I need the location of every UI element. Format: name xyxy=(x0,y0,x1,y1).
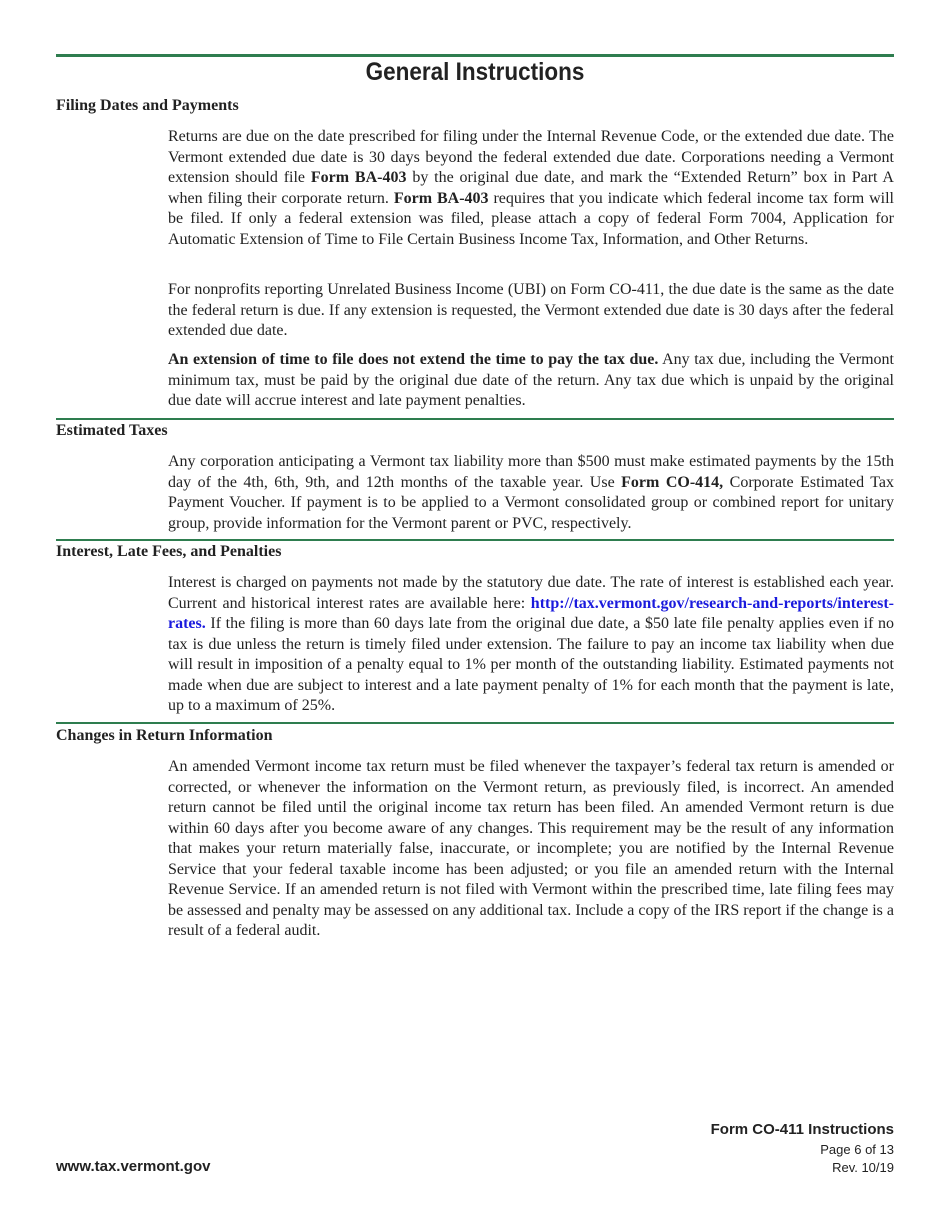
section-heading-estimated-taxes: Estimated Taxes xyxy=(56,422,168,439)
section-heading-interest-penalties: Interest, Late Fees, and Penalties xyxy=(56,543,282,560)
footer-website-link[interactable]: www.tax.vermont.gov xyxy=(56,1158,211,1175)
section-divider xyxy=(56,539,894,541)
changes-paragraph: An amended Vermont income tax return must be filed whenever the taxpayer’s federal tax return is amended or corrected, or whenever the information on the Vermont return, as previously filed, is incorrect. An amended return cannot be filed until the original income tax return has been filed. An amended Vermont return is due within 60 days after you become aware of any changes. This requirement may be the result of any information that makes your return materially false, inaccurate, or incomplete; you are notified by the Internal Revenue Service that your federal taxable income has been adjusted; or you file an amended return with the Internal Revenue Service. If an amended return is not filed with Vermont within the prescribed time, late filing fees may be assessed and penalty may be assessed on any additional tax. Include a copy of the IRS report if the change is a result of a federal audit. xyxy=(168,758,894,939)
top-rule xyxy=(56,54,894,57)
estimated-paragraph: Any corporation anticipating a Vermont tax liability more than $500 must make estimated payments by the 15th day of the 4th, 6th, 9th, and 12th months of the taxable year. Use Form CO-414, Corporate Estimated Tax Payment Voucher. If payment is to be applied to a Vermont consolidated group or combined report for unitary group, provide information for the Vermont parent or PVC, respectively. xyxy=(168,453,895,532)
section-heading-filing-dates: Filing Dates and Payments xyxy=(56,97,239,114)
filing-paragraph-2: For nonprofits reporting Unrelated Business Income (UBI) on Form CO-411, the due date is the same as the date the federal return is due. If any extension is requested, the Vermont extended due date is 30 days after the federal extended due date. xyxy=(168,281,894,339)
section-divider xyxy=(56,418,894,420)
filing-paragraph-1: Returns are due on the date prescribed for filing under the Internal Revenue Code, or the extended due date. The Vermont extended due date is 30 days beyond the federal extended due date. Corporations needing a Vermont extension should file Form BA-403 by the original due date, and mark the “Extended Return” box in Part A when filing their corporate return. Form BA-403 requires that you indicate which federal income tax form will be filed. If only a federal extension was filed, please attach a copy of federal Form 7004, Application for Automatic Extension of Time to File Certain Business Income Tax, Information, and Other Returns. xyxy=(168,128,895,248)
section-heading-changes-return-info: Changes in Return Information xyxy=(56,727,273,744)
footer-form-name: Form CO-411 Instructions xyxy=(710,1121,894,1138)
section-divider xyxy=(56,722,894,724)
footer-page-number: Page 6 of 13 xyxy=(820,1142,894,1157)
interest-rates-link[interactable]: http://tax.vermont.gov/research-and-reports/interest-rates. xyxy=(168,594,894,632)
footer-revision: Rev. 10/19 xyxy=(832,1160,894,1175)
filing-paragraph-3: An extension of time to file does not extend the time to pay the tax due. Any tax due, including the Vermont minimum tax, must be paid by the original due date of the return. Any tax due which is unpaid by the original due date will accrue interest and late payment penalties. xyxy=(168,351,894,409)
interest-paragraph: Interest is charged on payments not made by the statutory due date. The rate of interest is established each year. Current and historical interest rates are available here: http://tax.vermont.gov/research-and-reports/interest-rates. If the filing is more than 60 days late from the original due date, a $50 late file penalty applies even if no tax is due unless the return is timely filed under extension. The failure to pay an income tax liability when due will result in imposition of a penalty equal to 1% per month of the outstanding liability. Estimated payments not made when due are subject to interest and a late payment penalty of 1% for each month that the payment is late, up to a maximum of 25%. xyxy=(168,574,894,714)
page-title: General Instructions xyxy=(365,58,585,86)
